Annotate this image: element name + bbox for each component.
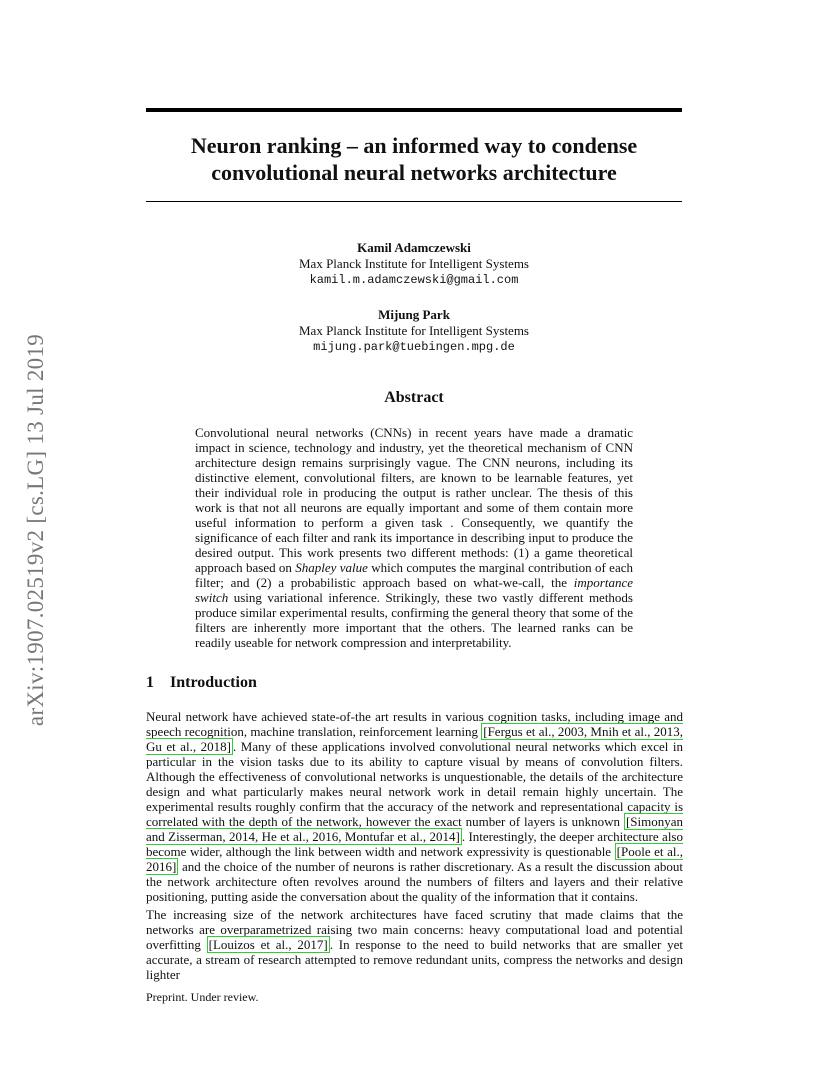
preprint-footer: Preprint. Under review. [146, 990, 259, 1004]
author-affiliation: Max Planck Institute for Intelligent Systems [299, 256, 529, 271]
section-title: Introduction [170, 674, 257, 691]
citation-link[interactable]: [Simonyan and Zisserman, 2014, He et al., 2016, Montufar et al., 2014] [146, 814, 683, 844]
arxiv-side-identifier [12, 300, 60, 760]
author-name: Mijung Park [378, 307, 450, 322]
section-number: 1 [146, 674, 154, 691]
citation-link[interactable]: [Louizos et al., 2017] [208, 937, 328, 952]
section-heading [146, 674, 257, 692]
abstract-text [195, 425, 633, 650]
citation-link[interactable]: [Poole et al., 2016] [146, 844, 683, 874]
para-text: . In response to the need to build networks that are smaller yet accurate, a stream of research attempted to remove redundant units, compress the networks and design lighter [146, 937, 683, 982]
abstract-part-3: using variational inference. Strikingly, these two vastly different methods produce similar experimental results, confirming the general theory that some of the filters are inherently more important that the others. The learned ranks can be readily useable for network compression and interpretability. [195, 590, 633, 650]
intro-paragraph-1 [146, 709, 683, 904]
title-top-rule [146, 108, 682, 112]
title-line-2: convolutional neural networks architecture [211, 160, 617, 185]
para-text: The increasing size of the network architectures have faced scrutiny that made claims that the networks are overparametrized raising two main concerns: heavy computational load and potential overfitting [146, 907, 683, 952]
abstract-part-2: which computes the marginal contribution of each filter; and (2) a probabilistic approach based on what-we-call, the [195, 560, 633, 590]
abstract-part-1: Convolutional neural networks (CNNs) in recent years have made a dramatic impact in science, technology and industry, yet the theoretical mechanism of CNN architecture design remains surprisingly vague. The CNN neurons, including its distinctive element, convolutional filters, are known to be learnable features, yet their individual role in producing the output is rather unclear. The thesis of this work is that not all neurons are equally important and some of them contain more useful information to perform a given task . Consequently, we quantify the significance of each filter and rank its importance in describing input to produce the desired output. This work presents two different methods: (1) a game theoretical approach based on [195, 425, 633, 575]
author-block-2 [146, 307, 682, 355]
para-text: Neural network have achieved state-of-the art results in various cognition tasks, including image and speech recognition, machine translation, reinforcement learning [146, 709, 683, 739]
arxiv-identifier-text: arXiv:1907.02519v2 [cs.LG] 13 Jul 2019 [23, 333, 48, 727]
author-email[interactable]: mijung.park@tuebingen.mpg.de [313, 340, 515, 354]
author-name: Kamil Adamczewski [357, 240, 471, 255]
para-text: . Many of these applications involved convolutional neural networks which excel in particular in the vision tasks due to its ability to capture visual by means of convolution filters. Although the effectiveness of convolutional networks is unquestionable, the details of the architecture design and what particularly makes neural network work in detail remain highly uncertain. The experimental results roughly confirm that the accuracy of the network and representational capacity is correlated with the depth of the network, however the exact number of layers is unknown [146, 739, 683, 829]
title-bottom-rule [146, 201, 682, 202]
author-affiliation: Max Planck Institute for Intelligent Systems [299, 323, 529, 338]
abstract-heading: Abstract [384, 389, 444, 406]
abstract-emphasis-switch: importance switch [195, 575, 633, 605]
intro-paragraph-2 [146, 907, 683, 982]
citation-link[interactable]: [Fergus et al., 2003, Mnih et al., 2013, Gu et al., 2018] [146, 724, 683, 754]
paper-title [146, 132, 682, 186]
para-text: . Interestingly, the deeper architecture also become wider, although the link between width and network expressivity is questionable [146, 829, 683, 859]
abstract-emphasis-shapley: Shapley value [295, 560, 368, 575]
author-email[interactable]: kamil.m.adamczewski@gmail.com [309, 273, 519, 287]
para-text: and the choice of the number of neurons is rather discretionary. As a result the discussion about the network architecture often revolves around the numbers of filters and layers and their relative positioning, putting aside the conversation about the quality of the information that it contains. [146, 859, 683, 904]
author-block-1 [146, 240, 682, 288]
title-line-1: Neuron ranking – an informed way to condense [190, 133, 638, 158]
